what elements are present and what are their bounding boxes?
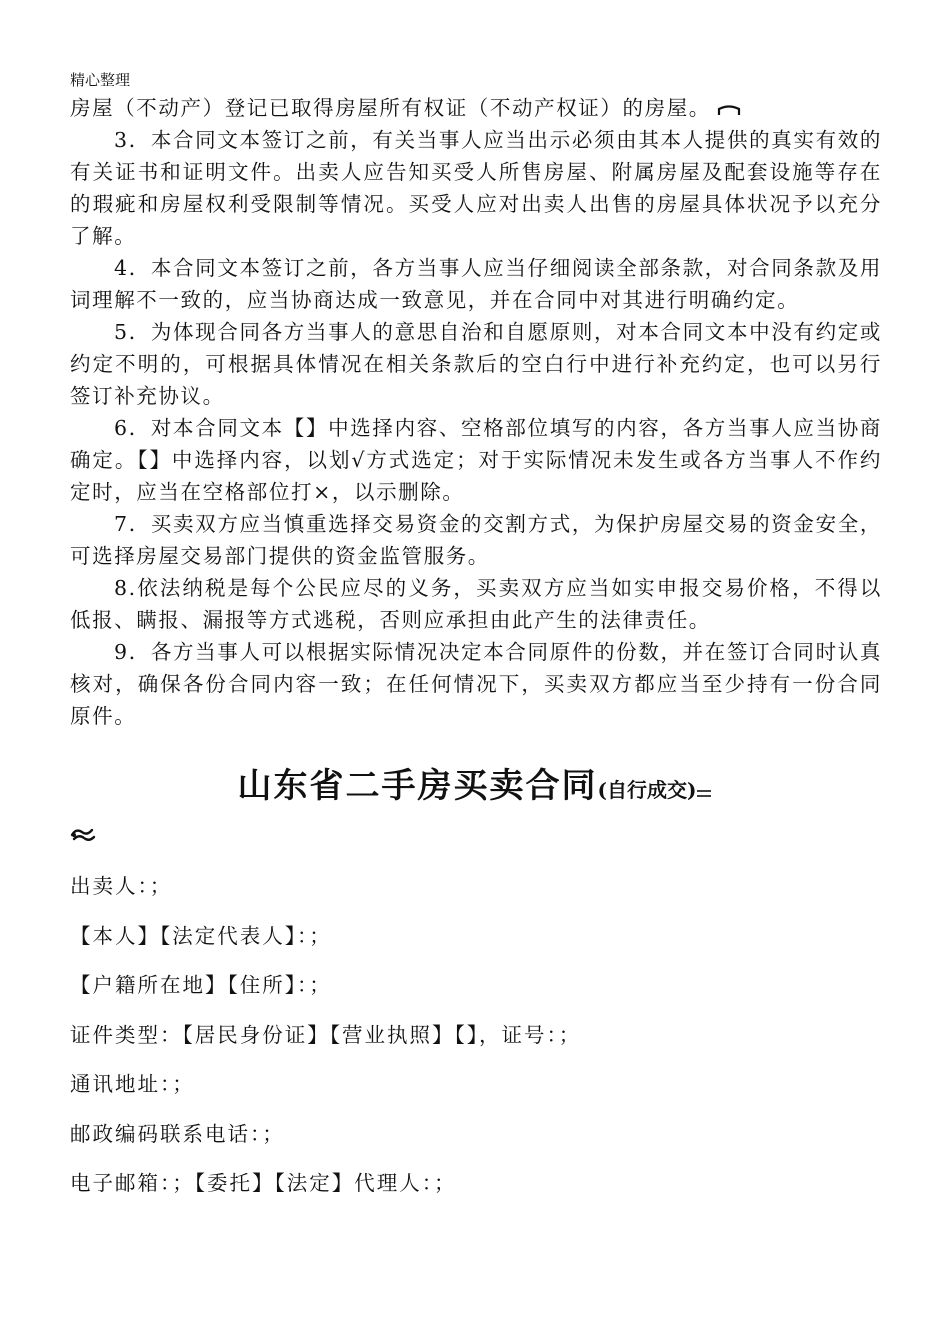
paragraph-mark-icon	[70, 826, 96, 844]
party-fields	[70, 866, 890, 1213]
contract-title-main: 山东省二手房买卖合同	[237, 766, 598, 806]
paragraph-item-3: 3．本合同文本签订之前，有关当事人应当出示必须由其本人提供的真实有效的有关证书和证明文件。出卖人应告知买受人所售房屋、附属房屋及配套设施等存在的瑕疵和房屋权利受限制等情况。买受人应对出卖人出售的房屋具体状况予以充分了解。	[70, 128, 882, 248]
paragraph-item-8: 8.依法纳税是每个公民应尽的义务，买卖双方应当如实申报交易价格，不得以低报、瞒报、漏报等方式逃税，否则应承担由此产生的法律责任。	[70, 576, 882, 632]
field-residence: 【户籍所在地】【住所】：；	[70, 973, 332, 997]
field-address: 通讯地址：；	[70, 1072, 195, 1096]
paragraph-item-6: 6．对本合同文本【】中选择内容、空格部位填写的内容，各方当事人应当协商确定。【】中选择内容，以划√方式选定；对于实际情况未发生或各方当事人不作约定时，应当在空格部位打×，以示删除。	[70, 416, 882, 504]
paragraph-item-7: 7．买卖双方应当慎重选择交易资金的交割方式，为保护房屋交易的资金安全，可选择房屋交易部门提供的资金监管服务。	[70, 512, 882, 568]
contract-title	[0, 758, 950, 807]
paragraph-continued	[70, 92, 882, 124]
instructions-body	[70, 92, 882, 732]
field-representative: 【本人】【法定代表人】：；	[70, 923, 332, 948]
paragraph-item-4: 4．本合同文本签订之前，各方当事人应当仔细阅读全部条款，对合同条款及用词理解不一致的，应当协商达成一致意见，并在合同中对其进行明确约定。	[70, 256, 882, 312]
field-seller: 出卖人：；	[70, 874, 173, 898]
line-break-mark-icon	[717, 104, 741, 116]
paragraph-item-5: 5．为体现合同各方当事人的意思自治和自愿原则，对本合同文本中没有约定或约定不明的，可根据具体情况在相关条款后的空白行中进行补充约定，也可以另行签订补充协议。	[70, 320, 882, 408]
contract-title-sub: (自行成交)	[597, 778, 697, 802]
field-id-type: 证件类型：【居民身份证】【营业执照】【】，证号：；	[70, 1022, 582, 1047]
field-postcode-phone: 邮政编码联系电话：；	[70, 1121, 285, 1146]
paragraph-text: 房屋（不动产）登记已取得房屋所有权证（不动产权证）的房屋。	[70, 96, 711, 120]
field-email-agent: 电子邮箱：；【委托】【法定】代理人：；	[70, 1171, 457, 1195]
header-note: 精心整理	[70, 71, 131, 89]
paragraph-item-9: 9．各方当事人可以根据实际情况决定本合同原件的份数，并在签订合同时认真核对，确保各份合同内容一致；在任何情况下，买卖双方都应当至少持有一份合同原件。	[70, 640, 882, 728]
section-break-icon	[696, 786, 712, 800]
